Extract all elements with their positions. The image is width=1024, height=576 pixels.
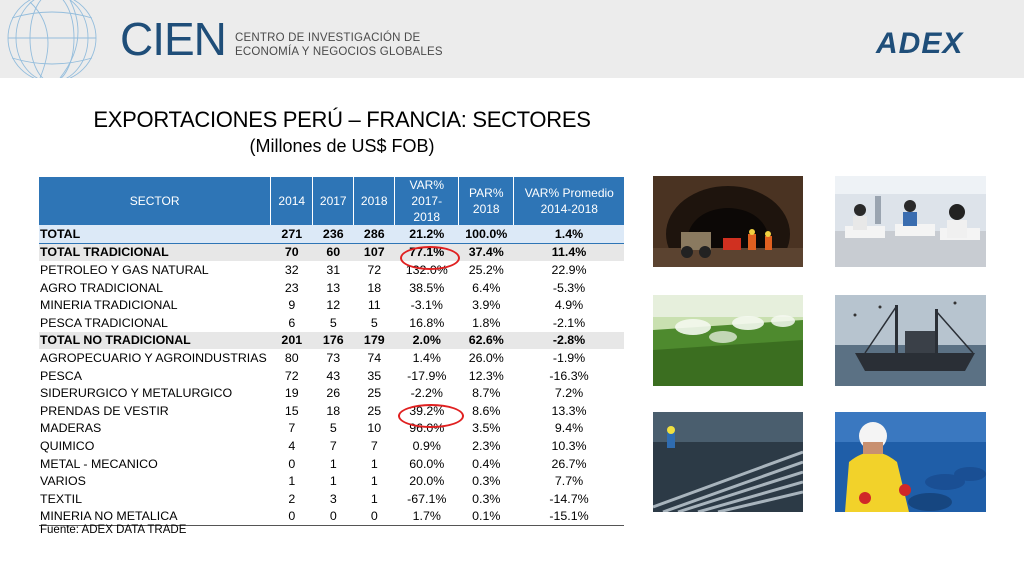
cell-var-promedio: -14.7% <box>549 491 589 506</box>
cell-var: 38.5% <box>409 280 445 295</box>
cell-2017: 43 <box>326 368 341 383</box>
col-header-varprom-l2: 2014-2018 <box>540 202 598 216</box>
col-header-par-l1: PAR% <box>469 186 504 200</box>
cell-sector: PESCA <box>40 368 83 383</box>
cell-par: 1.8% <box>472 315 501 330</box>
cell-2014: 4 <box>288 438 296 453</box>
cell-var-promedio: -5.3% <box>552 280 586 295</box>
cell-par: 3.5% <box>472 421 501 436</box>
cell-2014: 1 <box>288 474 296 489</box>
table-row-total-tradicional <box>39 243 624 261</box>
cell-var: 1.7% <box>395 508 459 526</box>
cell-2017: 1 <box>329 474 337 489</box>
cell-var-promedio: 10.3% <box>551 438 587 453</box>
cell-var: 77.1% <box>395 243 459 261</box>
table-row-maderas <box>39 420 624 438</box>
sectors-table <box>39 177 624 526</box>
cell-2017: 0 <box>313 508 354 526</box>
cell-sector: AGROPECUARIO Y AGROINDUSTRIAS <box>40 350 267 365</box>
table-row-quimico <box>39 437 624 455</box>
cell-2014: 6 <box>288 315 296 330</box>
col-header-var-l2: 2017-2018 <box>411 194 443 224</box>
cell-var-promedio: 7.7% <box>554 474 584 489</box>
table-row-agropecuario <box>39 349 624 367</box>
cell-2014: 7 <box>288 421 296 436</box>
cien-logo: CIEN <box>120 13 226 65</box>
cell-par: 3.9% <box>472 298 501 313</box>
cell-var-promedio: 11.4% <box>514 243 625 261</box>
cell-par: 12.3% <box>468 368 504 383</box>
cien-subtitle-line2: ECONOMÍA Y NEGOCIOS GLOBALES <box>235 46 443 58</box>
cell-var-promedio: 22.9% <box>551 262 587 277</box>
cell-2018: 286 <box>354 225 395 243</box>
cell-2018: 1 <box>370 456 378 471</box>
cell-var: 60.0% <box>409 456 445 471</box>
garment-factory-photo <box>835 176 986 267</box>
cell-2018: 7 <box>370 438 378 453</box>
cell-sector: PESCA TRADICIONAL <box>40 315 168 330</box>
cell-2014: 19 <box>284 386 299 401</box>
table-row-petroleo <box>39 261 624 279</box>
cell-2017: 3 <box>329 491 337 506</box>
globe-icon <box>0 0 120 78</box>
cell-var: 1.4% <box>412 350 441 365</box>
table-row-total <box>39 225 624 243</box>
cell-var: 96.0% <box>409 421 445 436</box>
cell-var: -2.2% <box>410 386 443 401</box>
cell-sector: SIDERURGICO Y METALURGICO <box>40 386 233 401</box>
cell-var-promedio: -15.1% <box>514 508 625 526</box>
cell-2017: 73 <box>326 350 341 365</box>
cell-par: 8.7% <box>472 386 501 401</box>
header-band <box>0 0 1024 78</box>
table-row-mineria-tradicional <box>39 296 624 314</box>
cell-2014: 9 <box>288 298 296 313</box>
cell-var-promedio: -2.8% <box>514 332 625 350</box>
cell-par: 62.6% <box>459 332 514 350</box>
cell-par: 0.3% <box>472 491 501 506</box>
table-body <box>39 225 624 526</box>
cell-2017: 31 <box>326 262 341 277</box>
table-row-varios <box>39 472 624 490</box>
cell-sector: AGRO TRADICIONAL <box>40 280 164 295</box>
cell-2017: 13 <box>326 280 341 295</box>
cell-2018: 1 <box>370 474 378 489</box>
table-header-row <box>39 177 624 225</box>
cell-par: 37.4% <box>459 243 514 261</box>
cell-2017: 12 <box>326 298 341 313</box>
cell-2018: 11 <box>367 298 381 313</box>
cell-var-promedio: 4.9% <box>554 298 584 313</box>
cell-sector: PETROLEO Y GAS NATURAL <box>40 262 209 277</box>
col-header-2014: 2014 <box>271 177 313 225</box>
cell-2018: 74 <box>367 350 382 365</box>
table-row-pesca <box>39 367 624 385</box>
cell-par: 0.1% <box>459 508 514 526</box>
cell-2014: 15 <box>284 403 299 418</box>
cell-2014: 201 <box>271 332 313 350</box>
col-header-sector: SECTOR <box>39 177 271 225</box>
cell-var-promedio: -16.3% <box>549 368 589 383</box>
col-header-var-l1: VAR% <box>409 178 444 192</box>
page-subtitle: (Millones de US$ FOB) <box>249 136 435 156</box>
cell-var: -3.1% <box>410 298 443 313</box>
fishing-boat-photo <box>835 295 986 386</box>
cell-var: 0.9% <box>412 438 441 453</box>
cell-var-promedio: 7.2% <box>554 386 584 401</box>
cell-var-promedio: 9.4% <box>554 421 584 436</box>
cell-2014: 0 <box>271 508 313 526</box>
cell-par: 0.3% <box>472 474 501 489</box>
cell-sector: QUIMICO <box>40 438 95 453</box>
cell-sector: VARIOS <box>40 474 86 489</box>
cell-var: 39.2% <box>409 403 445 418</box>
cell-sector: PRENDAS DE VESTIR <box>40 403 169 418</box>
cell-sector: TEXTIL <box>40 491 82 506</box>
cell-2017: 18 <box>326 403 341 418</box>
cell-sector: TOTAL NO TRADICIONAL <box>39 332 271 350</box>
page-title: EXPORTACIONES PERÚ – FRANCIA: SECTORES <box>93 107 591 132</box>
cell-2018: 0 <box>354 508 395 526</box>
col-header-par <box>459 177 514 225</box>
table-row-mineria-no-metalica <box>39 508 624 526</box>
table-row-textil <box>39 490 624 508</box>
cell-sector: TOTAL <box>39 225 271 243</box>
table-row-prendas <box>39 402 624 420</box>
cell-2017: 5 <box>329 421 337 436</box>
table-row-siderurgico <box>39 384 624 402</box>
cell-var-promedio: 1.4% <box>514 225 625 243</box>
cell-var-promedio: 13.3% <box>551 403 587 418</box>
cell-2018: 10 <box>367 421 382 436</box>
cell-sector: MINERIA TRADICIONAL <box>40 298 178 313</box>
cell-2018: 5 <box>370 315 378 330</box>
cell-var: 21.2% <box>395 225 459 243</box>
source-note: Fuente: ADEX DATA TRADE <box>40 524 187 536</box>
cell-2018: 72 <box>367 262 382 277</box>
cell-par: 0.4% <box>472 456 501 471</box>
col-header-var <box>395 177 459 225</box>
cell-2014: 80 <box>284 350 299 365</box>
cell-var: -17.9% <box>407 368 447 383</box>
cell-var-promedio: 26.7% <box>551 456 587 471</box>
table-row-total-no-tradicional <box>39 332 624 350</box>
cell-2018: 25 <box>367 386 382 401</box>
cell-2014: 0 <box>288 456 296 471</box>
cell-par: 2.3% <box>472 438 501 453</box>
cell-2017: 236 <box>313 225 354 243</box>
cell-par: 8.6% <box>472 403 501 418</box>
table-row-pesca-tradicional <box>39 314 624 332</box>
cell-var: 2.0% <box>395 332 459 350</box>
col-header-var-promedio <box>514 177 625 225</box>
cell-var: 16.8% <box>409 315 445 330</box>
table-row-agro-tradicional <box>39 279 624 297</box>
cell-2018: 25 <box>367 403 382 418</box>
cell-2017: 26 <box>326 386 341 401</box>
irrigation-field-photo <box>653 295 803 386</box>
cien-subtitle-line1: CENTRO DE INVESTIGACIÓN DE <box>235 32 421 44</box>
cell-var-promedio: -1.9% <box>552 350 586 365</box>
cell-2014: 70 <box>271 243 313 261</box>
cell-2014: 72 <box>284 368 299 383</box>
cell-2017: 5 <box>329 315 337 330</box>
cell-sector: MADERAS <box>40 421 102 436</box>
cell-2014: 2 <box>288 491 296 506</box>
cell-2014: 271 <box>271 225 313 243</box>
steel-pipes-photo <box>653 412 803 512</box>
cell-sector: TOTAL TRADICIONAL <box>39 243 271 261</box>
chemical-worker-photo <box>835 412 986 512</box>
cell-var-promedio: -2.1% <box>552 315 586 330</box>
table-row-metal-mecanico <box>39 455 624 473</box>
cell-par: 100.0% <box>459 225 514 243</box>
cell-2018: 179 <box>354 332 395 350</box>
cell-var: 20.0% <box>409 474 445 489</box>
cell-2017: 7 <box>329 438 337 453</box>
cell-2017: 176 <box>313 332 354 350</box>
cien-logo-subtitle <box>235 31 443 59</box>
cell-2014: 32 <box>284 262 299 277</box>
cell-2018: 35 <box>367 368 382 383</box>
cell-var: 132.0% <box>405 262 448 277</box>
cell-sector: METAL - MECANICO <box>40 456 158 471</box>
col-header-2017: 2017 <box>313 177 354 225</box>
col-header-varprom-l1: VAR% Promedio <box>524 186 614 200</box>
highlight-circle-petroleo <box>400 246 460 270</box>
cell-2014: 23 <box>284 280 299 295</box>
adex-logo: ADEX <box>876 27 964 60</box>
cell-par: 25.2% <box>468 262 504 277</box>
col-header-2018: 2018 <box>354 177 395 225</box>
mining-tunnel-photo <box>653 176 803 267</box>
cell-2018: 107 <box>354 243 395 261</box>
cell-2018: 18 <box>367 280 382 295</box>
cell-2017: 60 <box>313 243 354 261</box>
highlight-circle-maderas <box>398 404 464 428</box>
cell-par: 26.0% <box>468 350 504 365</box>
cell-2018: 1 <box>370 491 378 506</box>
cell-var: -67.1% <box>407 491 447 506</box>
col-header-par-l2: 2018 <box>472 202 500 216</box>
cell-sector: MINERIA NO METALICA <box>39 508 271 526</box>
cell-2017: 1 <box>329 456 337 471</box>
cell-par: 6.4% <box>472 280 501 295</box>
